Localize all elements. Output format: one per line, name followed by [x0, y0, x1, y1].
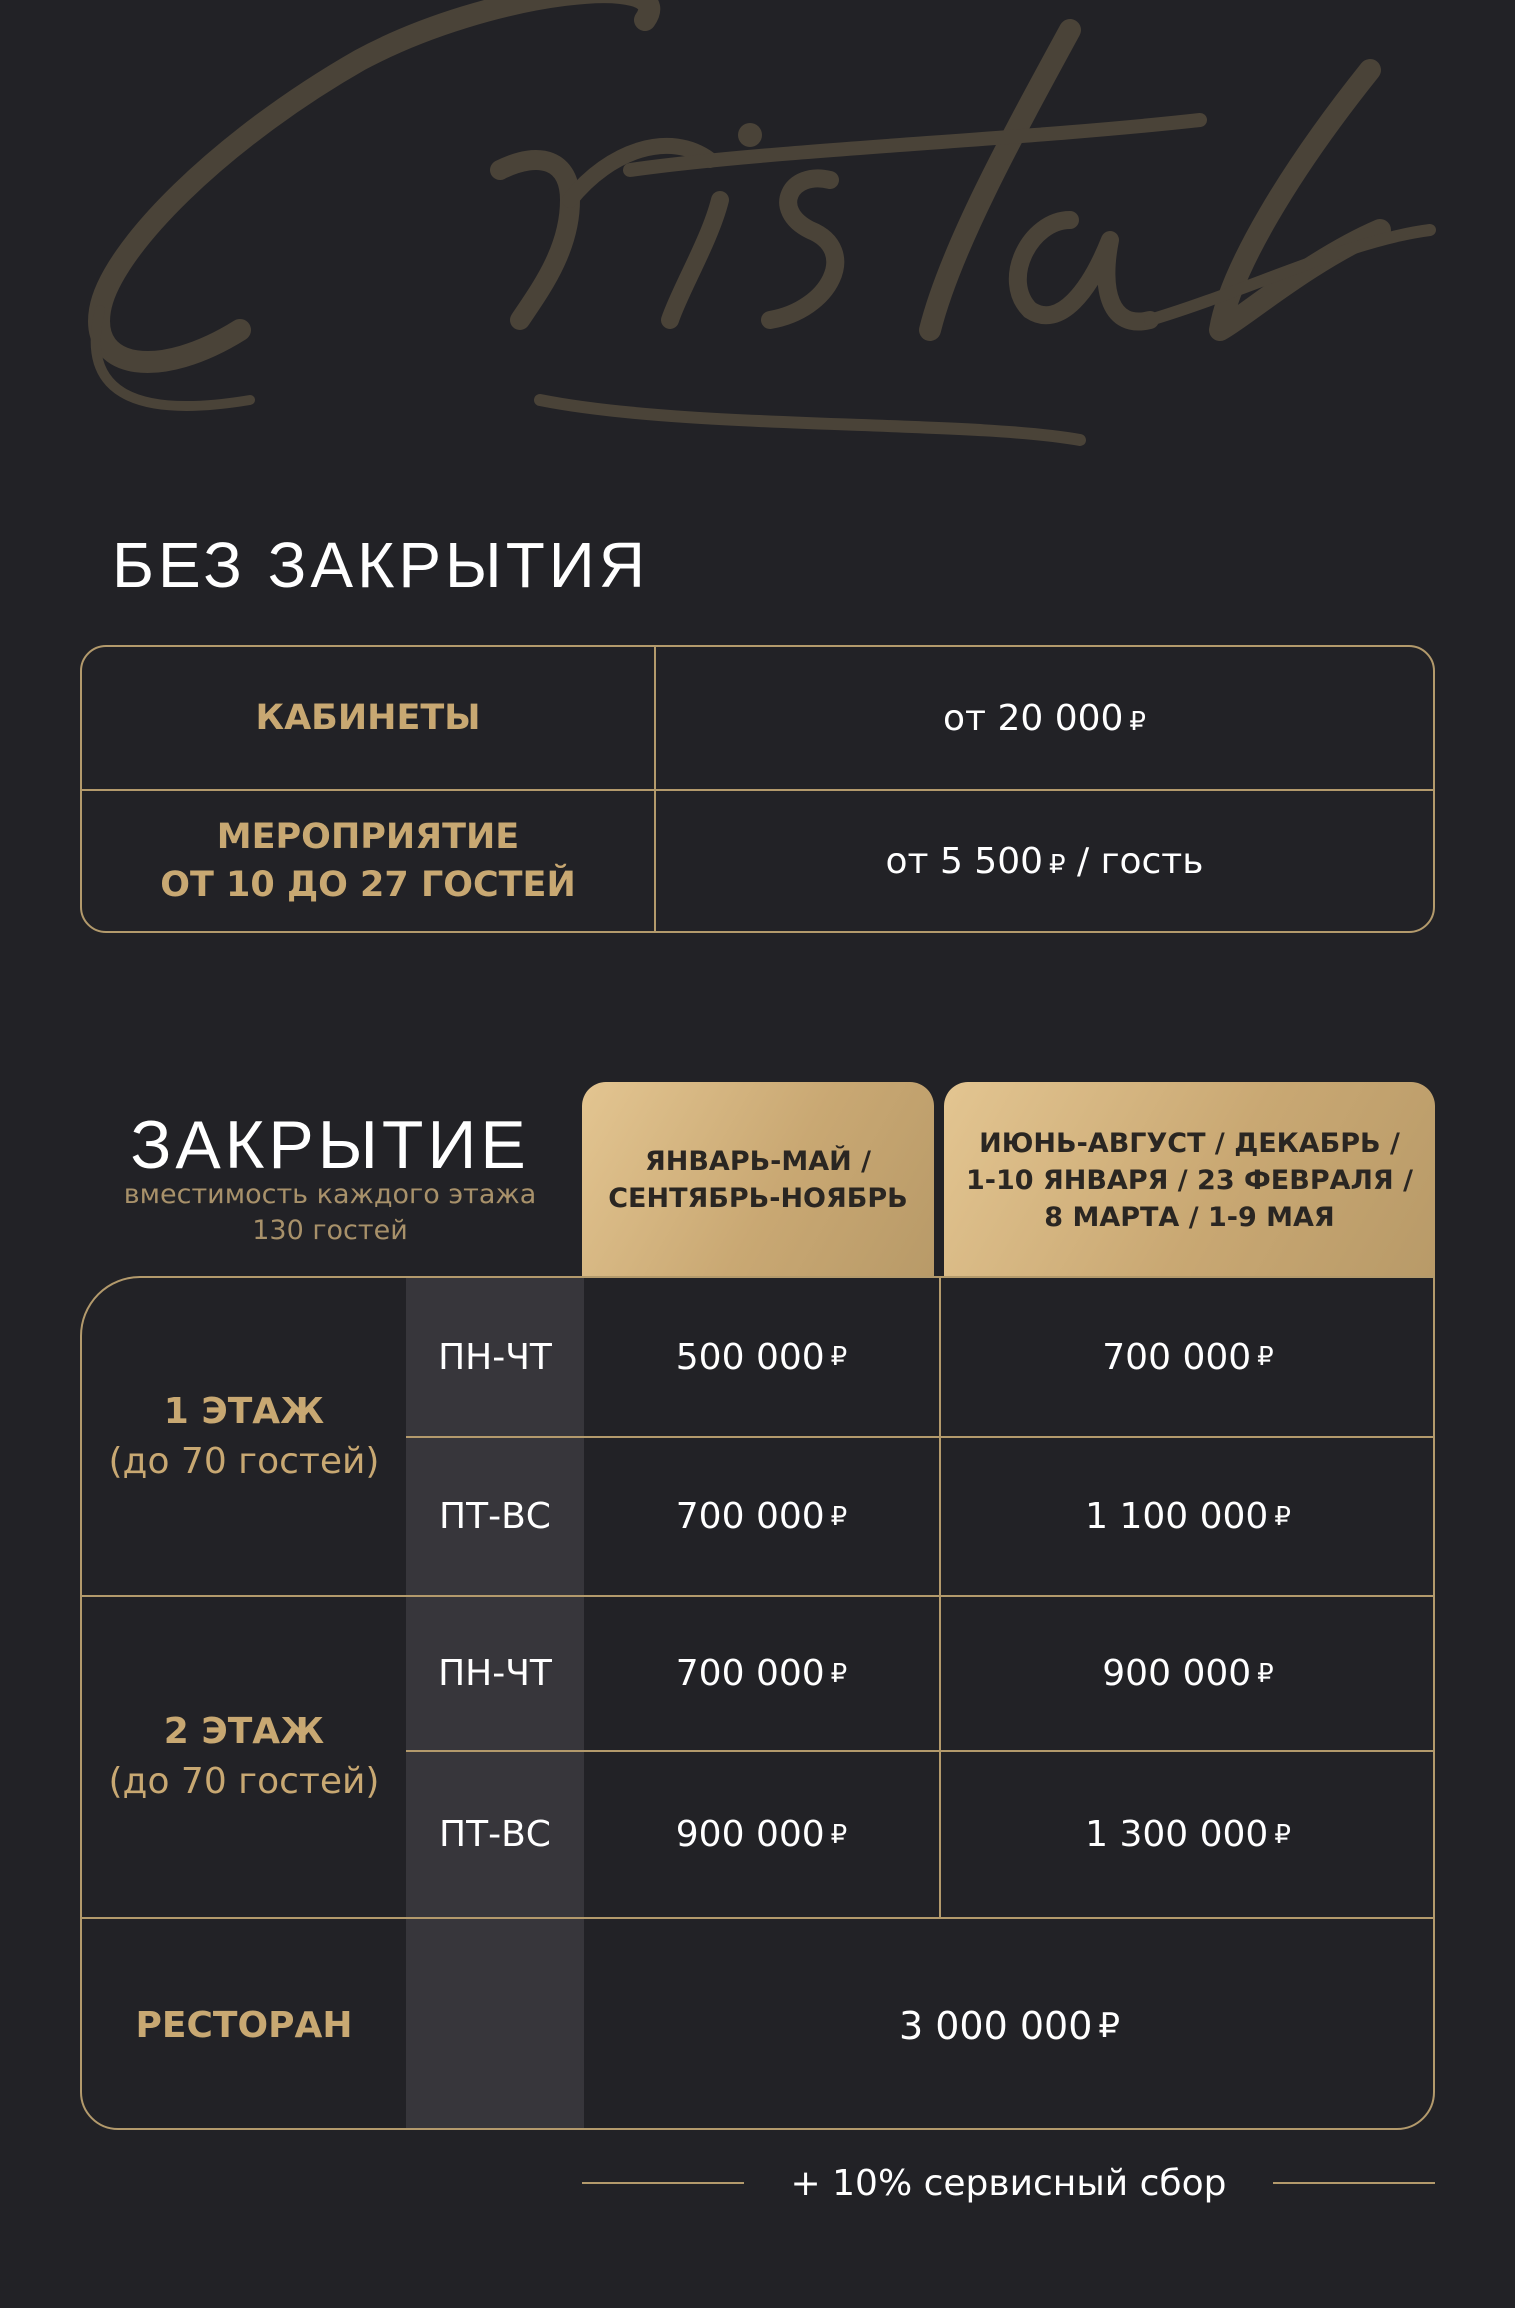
price-cell: 1 100 000 ₽ — [1085, 1496, 1291, 1537]
closure-price-table — [80, 1276, 1435, 2130]
price-cell: 900 000 ₽ — [675, 1814, 848, 1855]
divider — [1273, 2182, 1435, 2184]
day-range: ПН-ЧТ — [438, 1653, 552, 1694]
price-cell: 700 000 ₽ — [1102, 1336, 1274, 1378]
section-subtitle: вместимость каждого этажа 130 гостей — [123, 1179, 537, 1246]
day-range: ПТ-ВС — [439, 1814, 551, 1855]
price-cell: 900 000 ₽ — [1102, 1653, 1274, 1694]
floor-label-1: 1 ЭТАЖ (до 70 гостей) — [108, 1390, 380, 1482]
day-range: ПН-ЧТ — [438, 1336, 552, 1378]
service-fee-note: + 10% сервисный сбор — [582, 2158, 1435, 2208]
restaurant-label: РЕСТОРАН — [135, 2004, 353, 2046]
ruble-icon: ₽ — [1274, 1501, 1291, 1532]
price-cell: 500 000 ₽ — [675, 1336, 848, 1378]
price-cell: 700 000 ₽ — [675, 1496, 848, 1537]
ruble-icon: ₽ — [1049, 849, 1066, 880]
ruble-icon: ₽ — [830, 1819, 848, 1850]
price-cell: от 20 000 ₽ — [943, 697, 1146, 739]
table-row-label: КАБИНЕТЫ — [255, 698, 481, 738]
floor-label-2: 2 ЭТАЖ (до 70 гостей) — [108, 1711, 380, 1802]
price-cell: от 5 500 ₽ / гость — [885, 840, 1204, 882]
ruble-icon: ₽ — [1257, 1658, 1274, 1689]
divider — [582, 2182, 744, 2184]
day-range: ПТ-ВС — [439, 1496, 551, 1537]
ruble-icon: ₽ — [1098, 2005, 1121, 2046]
ruble-icon: ₽ — [1274, 1819, 1291, 1850]
section-title-closure: ЗАКРЫТИЕ — [130, 1107, 530, 1183]
ruble-icon: ₽ — [1129, 706, 1146, 737]
ruble-icon: ₽ — [830, 1342, 848, 1372]
table-row-label: МЕРОПРИЯТИЕ ОТ 10 ДО 27 ГОСТЕЙ — [160, 817, 576, 905]
price-cell: 1 300 000 ₽ — [1085, 1814, 1291, 1855]
section-title-no-closure: БЕЗ ЗАКРЫТИЯ — [112, 529, 649, 601]
season-header-low: ЯНВАРЬ-МАЙ / СЕНТЯБРЬ-НОЯБРЬ — [582, 1082, 934, 1278]
restaurant-price: 3 000 000 ₽ — [898, 2003, 1121, 2048]
ruble-icon: ₽ — [830, 1501, 848, 1532]
ruble-icon: ₽ — [1257, 1342, 1274, 1372]
cristal-logo — [70, 0, 1450, 470]
ruble-icon: ₽ — [830, 1658, 848, 1689]
season-header-high: ИЮНЬ-АВГУСТ / ДЕКАБРЬ / 1-10 ЯНВАРЯ / 23 ФЕВРАЛЯ / 8 МАРТА / 1-9 МАЯ — [944, 1082, 1435, 1278]
no-closure-table — [80, 645, 1435, 933]
price-cell: 700 000 ₽ — [675, 1653, 848, 1694]
